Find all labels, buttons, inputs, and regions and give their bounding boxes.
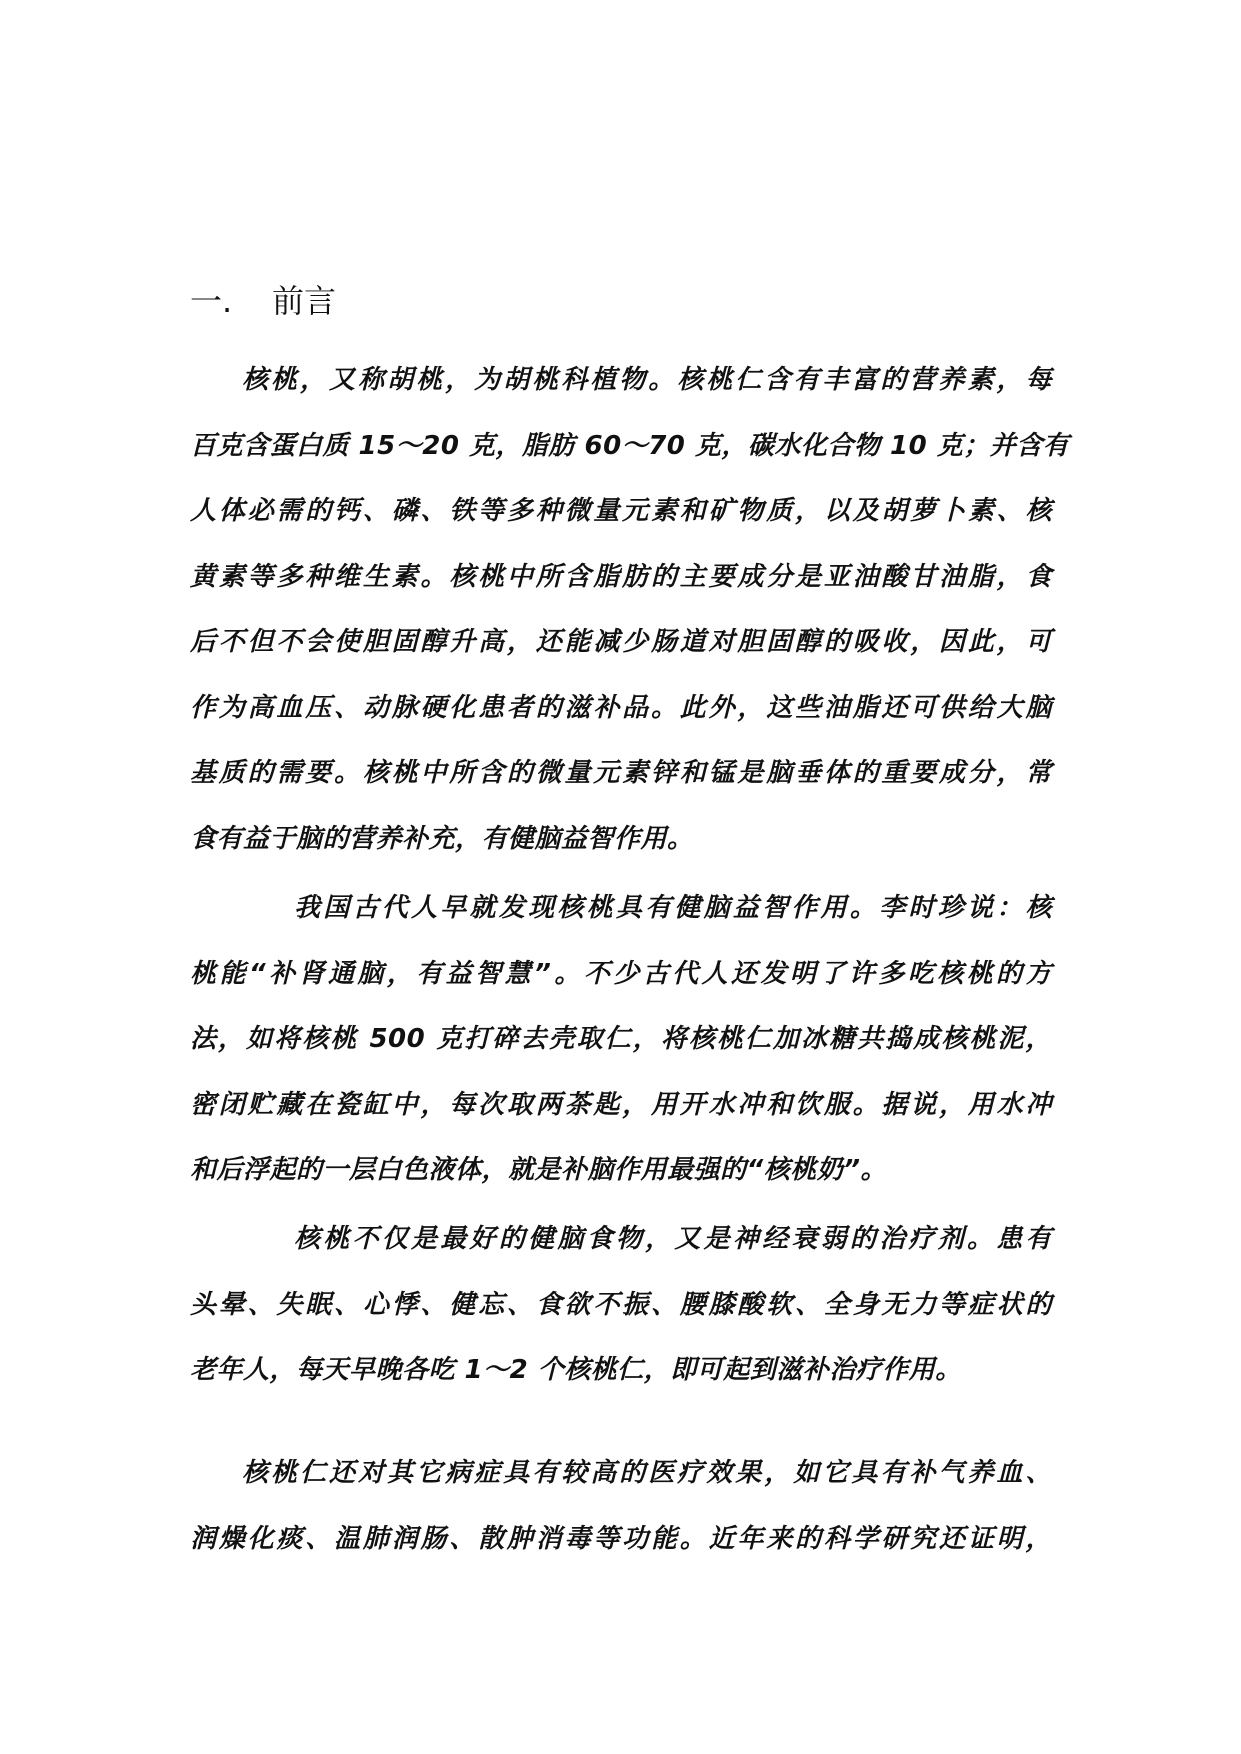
paragraph-4 bbox=[190, 1441, 1052, 1572]
paragraph-line: 法，如将核桃 500 克打碎去壳取仁，将核桃仁加冰糖共捣成核桃泥， bbox=[190, 1024, 1052, 1054]
paragraph-line: 密闭贮藏在瓷缸中，每次取两茶匙，用开水冲和饮服。据说，用水冲 bbox=[190, 1089, 1052, 1120]
paragraph-line: 人体必需的钙、磷、铁等多种微量元素和矿物质，以及胡萝卜素、核 bbox=[190, 496, 1052, 526]
paragraph-line: 润燥化痰、温肺润肠、散肿消毒等功能。近年来的科学研究还证明， bbox=[190, 1523, 1052, 1554]
paragraph-line: 和后浮起的一层白色液体，就是补脑作用最强的“核桃奶”。 bbox=[190, 1155, 887, 1185]
section-number: 一. bbox=[190, 282, 233, 320]
paragraph-line: 老年人，每天早晚各吃 1～2 个核桃仁，即可起到滋补治疗作用。 bbox=[190, 1355, 962, 1385]
paragraph-line: 作为高血压、动脉硬化患者的滋补品。此外，这些油脂还可供给大脑 bbox=[190, 692, 1052, 723]
paragraph-line: 核桃仁还对其它病症具有较高的医疗效果，如它具有补气养血、 bbox=[242, 1458, 1052, 1488]
paragraph-line: 桃能“补肾通脑，有益智慧”。不少古代人还发明了许多吃核桃的方 bbox=[190, 958, 1052, 989]
paragraph-line: 后不但不会使胆固醇升高，还能减少肠道对胆固醇的吸收，因此，可 bbox=[190, 627, 1052, 657]
paragraph-line: 百克含蛋白质 15～20 克，脂肪 60～70 克，碳水化合物 10 克；并含有 bbox=[190, 430, 1070, 461]
paragraph-line: 头晕、失眠、心悸、健忘、食欲不振、腰膝酸软、全身无力等症状的 bbox=[190, 1289, 1052, 1320]
paragraph-line: 我国古代人早就发现核桃具有健脑益智作用。李时珍说：核 bbox=[294, 893, 1052, 923]
section-title: 前言 bbox=[272, 282, 337, 320]
paragraph-line: 食有益于脑的营养补充，有健脑益智作用。 bbox=[190, 823, 694, 854]
paragraph-line: 基质的需要。核桃中所含的微量元素锌和锰是脑垂体的重要成分，常 bbox=[190, 758, 1052, 788]
paragraph-line: 黄素等多种维生素。核桃中所含脂肪的主要成分是亚油酸甘油脂，食 bbox=[190, 561, 1052, 592]
paragraph-line: 核桃不仅是最好的健脑食物，又是神经衰弱的治疗剂。患有 bbox=[294, 1224, 1052, 1254]
paragraph-1 bbox=[190, 348, 1070, 872]
paragraph-2 bbox=[190, 876, 1052, 1204]
paragraph-3 bbox=[190, 1207, 1052, 1404]
paragraph-line: 核桃，又称胡桃，为胡桃科植物。核桃仁含有丰富的营养素，每 bbox=[242, 365, 1052, 395]
section-heading bbox=[190, 276, 336, 322]
